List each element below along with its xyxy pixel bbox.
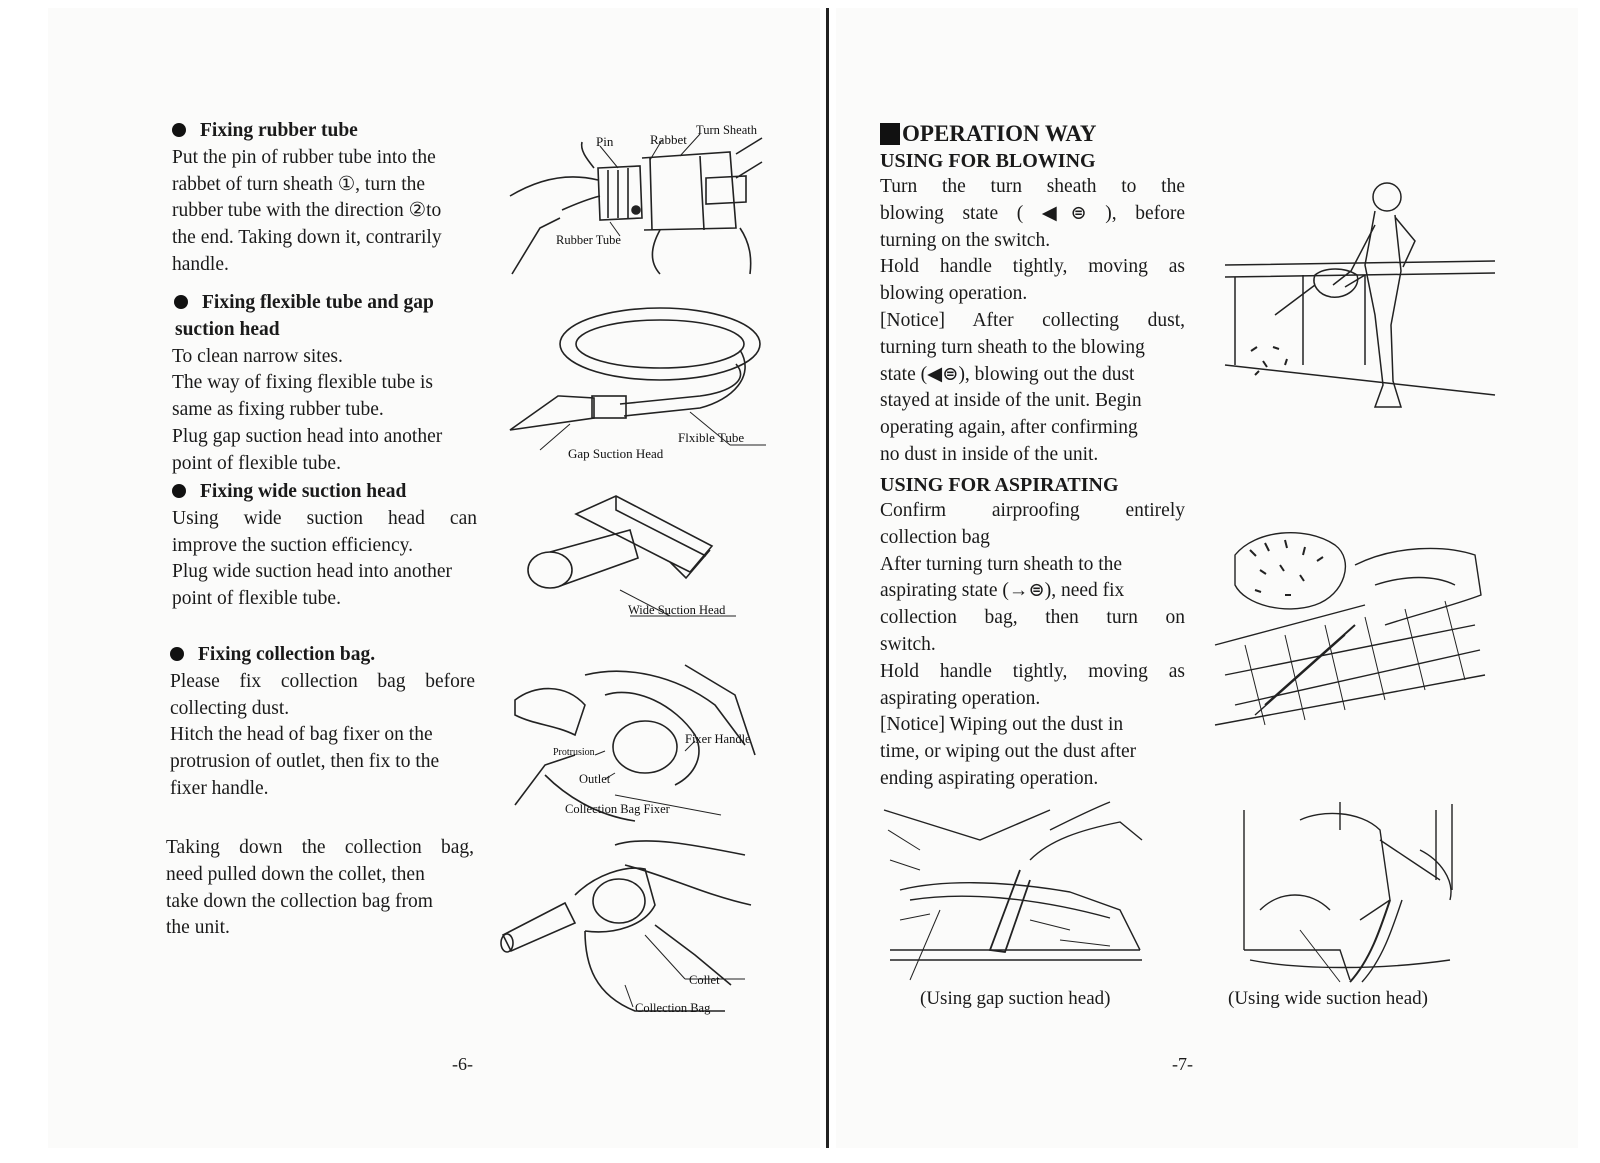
heading-wide-suction	[172, 479, 477, 506]
gap-suction-use-illustration	[880, 800, 1148, 985]
body-line: Hitch the head of bag fixer on the	[170, 724, 433, 746]
body-line: Plug wide suction head into another	[172, 561, 452, 583]
title-text: OPERATION WAY	[902, 121, 1097, 146]
body-line: [Notice] After collecting dust,	[880, 309, 1185, 331]
body-line: The way of fixing flexible tube is	[172, 372, 434, 394]
heading-text: Fixing collection bag.	[198, 644, 376, 665]
label-rubber-tube: Rubber Tube	[556, 233, 621, 247]
collection-bag-fixer-illustration	[505, 655, 770, 825]
wide-suction-use-illustration	[1240, 800, 1465, 985]
body-line: stayed at inside of the unit. Begin	[880, 390, 1142, 412]
body-line: Confirm airproofing entirely	[880, 500, 1185, 521]
section-collection-bag	[170, 642, 475, 803]
body-line: Put the pin of rubber tube into the	[172, 146, 436, 168]
bullet-icon	[172, 484, 186, 498]
rubber-tube-illustration	[500, 118, 770, 278]
bullet-icon	[170, 647, 184, 661]
body-line: Please fix collection bag before	[170, 670, 475, 692]
label-pin: Pin	[596, 134, 614, 149]
square-bullet-icon	[880, 123, 900, 145]
label-wide-suction-head: Wide Suction Head	[628, 603, 726, 617]
label-turn-sheath: Turn Sheath	[696, 123, 758, 137]
body-line: Plug gap suction head into another	[172, 425, 443, 447]
section-aspirating	[880, 472, 1185, 793]
body-line: ending aspirating operation.	[880, 767, 1099, 789]
caption-gap-suction: (Using gap suction head)	[920, 988, 1111, 1009]
section-operation-way	[880, 120, 1185, 469]
body-line: Turn the turn sheath to the	[880, 176, 1185, 197]
body-line: point of flexible tube.	[172, 588, 341, 610]
body-line: the unit.	[166, 917, 230, 939]
body-line: operating again, after confirming	[880, 417, 1138, 439]
body-line: protrusion of outlet, then fix to the	[170, 751, 440, 773]
body-line: fixer handle.	[170, 777, 269, 799]
heading-text: Fixing flexible tube and gap	[202, 292, 434, 313]
aspirating-operation-illustration	[1205, 525, 1490, 740]
body-line: same as fixing rubber tube.	[172, 399, 384, 421]
page-title	[880, 120, 1185, 148]
flexible-tube-illustration	[500, 300, 770, 465]
label-protrusion: Protrusion	[553, 747, 595, 758]
body-line: aspirating state (→⊜), need fix	[880, 580, 1125, 602]
book-spine	[826, 8, 829, 1148]
body-line: blowing operation.	[880, 283, 1028, 305]
heading-aspirating: USING FOR ASPIRATING	[880, 474, 1119, 496]
body-line: improve the suction efficiency.	[172, 534, 413, 556]
body-line: blowing state ( ◀⊜ ), before	[880, 202, 1185, 224]
body-line: Using wide suction head can	[172, 507, 477, 529]
heading-text: Fixing wide suction head	[200, 481, 407, 502]
body-line: rabbet of turn sheath ①, turn the	[172, 173, 426, 195]
body-line: no dust in inside of the unit.	[880, 443, 1099, 465]
section-wide-suction	[172, 479, 477, 613]
body-line: To clean narrow sites.	[172, 345, 343, 367]
body-line: collecting dust.	[170, 697, 290, 719]
body-line: switch.	[880, 633, 936, 655]
body-line: Hold handle tightly, moving as	[880, 256, 1185, 278]
body-line: take down the collection bag from	[166, 890, 433, 912]
label-collection-bag-fixer: Collection Bag Fixer	[565, 802, 670, 816]
section-rubber-tube	[172, 118, 477, 279]
body-line: rubber tube with the direction ②to	[172, 200, 442, 222]
section-remove-bag	[166, 835, 474, 942]
body-line: point of flexible tube.	[172, 452, 341, 474]
body-line: turning on the switch.	[880, 229, 1051, 251]
body-line: need pulled down the collet, then	[166, 863, 425, 885]
blowing-operation-illustration	[1215, 175, 1500, 425]
label-collection-bag: Collection Bag	[635, 1001, 711, 1015]
bullet-icon	[172, 123, 186, 137]
caption-wide-suction: (Using wide suction head)	[1228, 988, 1428, 1009]
wide-suction-head-illustration	[520, 490, 760, 632]
body-line: [Notice] Wiping out the dust in	[880, 714, 1124, 736]
heading-rubber-tube	[172, 118, 477, 145]
body-line: state (◀⊜), blowing out the dust	[880, 363, 1135, 385]
body-line: time, or wiping out the dust after	[880, 741, 1137, 763]
body-line: turning turn sheath to the blowing	[880, 336, 1145, 358]
label-flexible-tube: Flxible Tube	[678, 430, 745, 445]
body-line: After turning turn sheath to the	[880, 553, 1123, 575]
heading-flexible-tube	[172, 290, 477, 317]
body-line: handle.	[172, 253, 229, 275]
body-line: collection bag	[880, 526, 990, 548]
body-line: collection bag, then turn on	[880, 607, 1185, 629]
bullet-icon	[174, 295, 188, 309]
label-collet: Collet	[689, 973, 720, 987]
body-line: the end. Taking down it, contrarily	[172, 227, 442, 249]
page-number-left: -6-	[452, 1054, 473, 1074]
heading-collection-bag	[170, 642, 475, 669]
heading-flexible-tube-2: suction head	[175, 318, 280, 340]
body-line: Hold handle tightly, moving as	[880, 660, 1185, 682]
heading-text: Fixing rubber tube	[200, 120, 358, 141]
label-rabbet: Rabbet	[650, 132, 687, 147]
body-line: aspirating operation.	[880, 687, 1041, 709]
label-outlet: Outlet	[579, 772, 611, 786]
label-gap-suction-head: Gap Suction Head	[568, 446, 664, 461]
page-number-right: -7-	[1172, 1054, 1193, 1074]
label-fixer-handle: Fixer Handle	[685, 732, 751, 746]
body-line: Taking down the collection bag,	[166, 837, 474, 858]
collet-illustration	[495, 835, 765, 1020]
heading-blowing: USING FOR BLOWING	[880, 150, 1096, 172]
section-flexible-tube	[172, 290, 477, 478]
